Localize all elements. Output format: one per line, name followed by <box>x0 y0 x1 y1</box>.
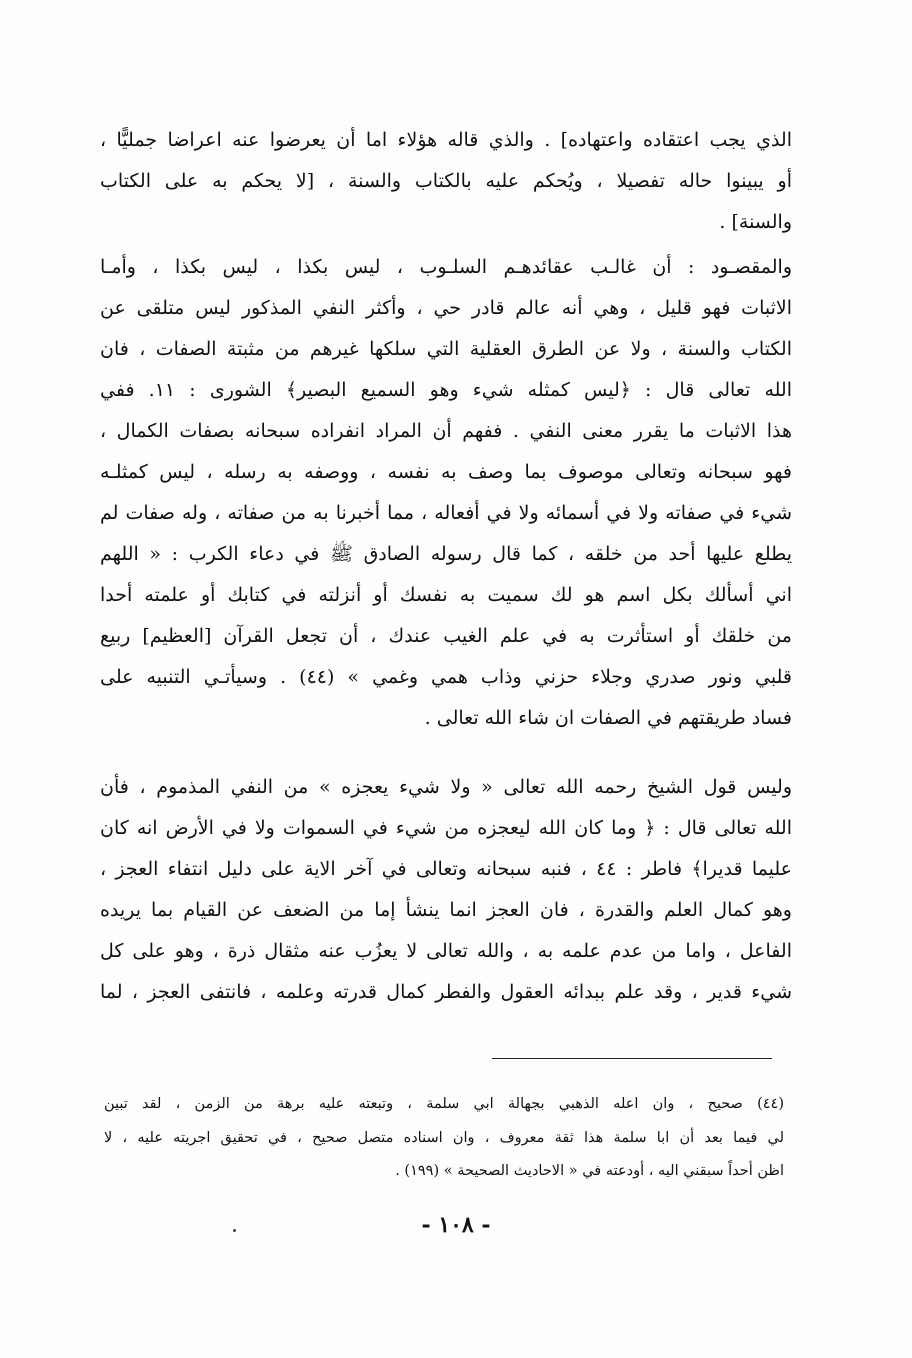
text-line: والمقصـود : أن غالـب عقائدهـم السلـوب ، ليس بكذا ، ليس بكذا ، وأمـا <box>100 256 792 278</box>
text-line: فساد طريقتهم في الصفات ان شاء الله تعالى . <box>424 707 792 729</box>
text-line: الكتاب والسنة ، ولا عن الطرق العقلية التي سلكها غيرهم من مثبتة الصفات ، فان <box>100 338 792 360</box>
paragraph-2 <box>100 247 792 739</box>
footnote-line: (٤٤) صحيح ، وان اعله الذهبي بجهالة ابي سلمة ، وتبعته عليه برهة من الزمن ، لقد تبين <box>104 1096 784 1112</box>
text-line: عليما قديرا﴾ فاطر : ٤٤ ، فنبه سبحانه وتعالى في آخر الاية على دليل انتفاء العجز ، <box>100 858 792 880</box>
footnote <box>104 1088 784 1189</box>
text-line: قلبي ونور صدري وجلاء حزني وذاب همي وغمي » (٤٤) . وسيأتـي التنبيه على <box>100 666 792 688</box>
text-line: اني أسألك بكل اسم هو لك سميت به نفسك أو أنزلته في كتابك أو علمته أحدا <box>100 584 792 606</box>
text-line: الاثبات فهو قليل ، وهي أنه عالم قادر حي ، وأكثر النفي المذكور ليس متلقى عن <box>100 297 792 319</box>
page-number: - ١٠٨ - <box>421 1212 491 1238</box>
text-line: الله تعالى قال : ﴿ليس كمثله شيء وهو السميع البصير﴾ الشورى : ١١. ففي <box>100 379 792 401</box>
text-line: يطلع عليها أحد من خلقه ، كما قال رسوله الصادق ﷺ في دعاء الكرب : « اللهم <box>100 543 792 565</box>
text-line: من خلقك أو استأثرت به في علم الغيب عندك ، أن تجعل القرآن [العظيم] ربيع <box>100 625 792 647</box>
text-line: أو يبينوا حاله تفصيلا ، ويُحكم عليه بالكتاب والسنة ، [لا يحكم به على الكتاب <box>100 170 792 192</box>
text-line: الفاعل ، واما من عدم علمه به ، والله تعالى لا يعزُب عنه مثقال ذرة ، وهو على كل <box>100 940 792 962</box>
text-line: وهو كمال العلم والقدرة ، فان العجز انما ينشأ إما من الضعف عن القيام بما يريده <box>100 899 792 921</box>
text-line: هذا الاثبات ما يقرر معنى النفي . ففهم أن المراد انفراده سبحانه بصفات الكمال ، <box>100 420 792 442</box>
text-line: الذي يجب اعتقاده واعتهاده] . والذي قاله هؤلاء اما أن يعرضوا عنه اعراضا جمليًّا ، <box>100 129 792 151</box>
text-line: وليس قول الشيخ رحمه الله تعالى « ولا شيء يعجزه » من النفي المذموم ، فأن <box>100 776 792 798</box>
text-line: فهو سبحانه وتعالى موصوف بما وصف به نفسه ، ووصفه به رسله ، ليس كمثلـه <box>100 461 792 483</box>
footnote-divider <box>492 1058 772 1059</box>
text-line: والسنة] . <box>719 211 792 233</box>
paragraph-1 <box>100 120 792 243</box>
scan-speck <box>233 1229 236 1232</box>
text-line: شيء في صفاته ولا في أسمائه ولا في أفعاله ، مما أخبرنا به من صفاته ، وله صفات لم <box>100 502 792 524</box>
footnote-line: لي فيما بعد أن ابا سلمة هذا ثقة معروف ، وان اسناده متصل صحيح ، في تحقيق اجريته عليه ، لا <box>104 1129 784 1146</box>
footnote-line: اظن أحداً سبقني اليه ، أودعته في « الاحاديث الصحيحة » (١٩٩) . <box>395 1163 784 1179</box>
text-line: الله تعالى قال : ﴿ وما كان الله ليعجزه من شيء في السموات ولا في الأرض انه كان <box>100 817 792 839</box>
paragraph-3 <box>100 767 792 1013</box>
text-line: شيء قدير ، وقد علم ببدائه العقول والفطر كمال قدرته وعلمه ، فانتفى العجز ، لما <box>100 981 792 1003</box>
